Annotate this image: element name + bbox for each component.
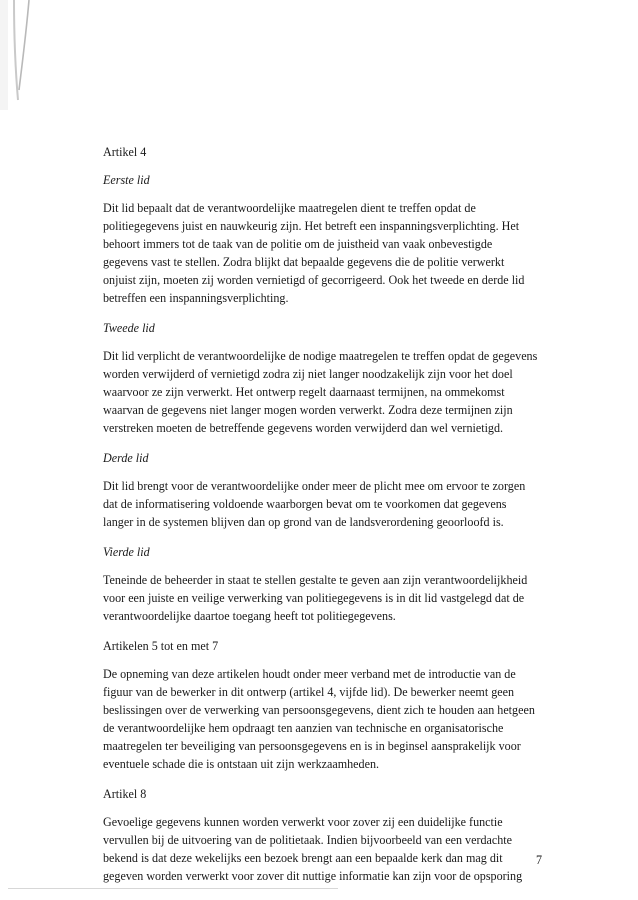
section-paragraph — [103, 347, 573, 437]
section-subheading: Derde lid — [103, 451, 149, 465]
section-subheading: Vierde lid — [103, 545, 150, 559]
text-line: figuur van de bewerker in dit ontwerp (artikel 4, vijfde lid). De bewerker neemt geen — [103, 685, 515, 699]
scan-edge-mark — [0, 0, 40, 110]
text-line: Dit lid bepaalt dat de verantwoordelijke maatregelen dient te treffen opdat de — [103, 201, 476, 215]
text-line: waarvan de gegevens niet langer mogen worden verwerkt. Zodra deze termijnen zijn — [103, 403, 513, 417]
text-line: gegeven worden verwerkt voor zover dit nuttige informatie kan zijn voor de opsporing — [103, 869, 523, 883]
text-line: de verantwoordelijke hem opdraagt ten aanzien van technische en organisatorische — [103, 721, 504, 735]
page-number: 7 — [536, 853, 543, 867]
text-line: gegevens vast te stellen. Zodra blijkt dat bepaalde gegevens die de politie verwerkt — [103, 255, 505, 269]
document-body — [103, 143, 573, 897]
text-line: verstreken moeten de betreffende gegevens worden verwijderd dan wel vernietigd. — [103, 421, 504, 435]
section-heading: Artikel 4 — [103, 145, 147, 159]
text-line: De opneming van deze artikelen houdt onder meer verband met de introductie van de — [103, 667, 516, 681]
text-line: eventuele schade die is ontstaan uit zijn werkzaamheden. — [103, 757, 380, 771]
text-line: dat de informatisering voldoende waarborgen bevat om te voorkomen dat gegevens — [103, 497, 507, 511]
text-line: Teneinde de beheerder in staat te stellen gestalte te geven aan zijn verantwoordelijkheid — [103, 573, 528, 587]
text-line: waarvoor ze zijn verwerkt. Het ontwerp regelt daarnaast termijnen, na ommekomst — [103, 385, 505, 399]
text-line: beslissingen over de verwerking van persoonsgegevens, dient zich te houden aan hetgeen — [103, 703, 535, 717]
section-heading: Artikelen 5 tot en met 7 — [103, 639, 219, 653]
text-line: politiegegevens juist en nauwkeurig zijn. Het betreft een inspanningsverplichting. Het — [103, 219, 520, 233]
text-line: Gevoelige gegevens kunnen worden verwerkt voor zover zij een duidelijke functie — [103, 815, 503, 829]
section-subheading: Tweede lid — [103, 321, 155, 335]
text-line: worden verwijderd of vernietigd zodra zij niet langer noodzakelijk zijn voor het doel — [103, 367, 513, 381]
text-line: bekend is dat deze wekelijks een bezoek brengt aan een bepaalde kerk dan mag dit — [103, 851, 503, 865]
text-line: Dit lid verplicht de verantwoordelijke de nodige maatregelen te treffen opdat de gegevens — [103, 349, 538, 363]
section-paragraph — [103, 199, 573, 307]
text-line: vervullen bij de uitvoering van de politietaak. Indien bijvoorbeeld van een verdachte — [103, 833, 513, 847]
text-line: betreffen een inspanningsverplichting. — [103, 291, 289, 305]
section-heading: Artikel 8 — [103, 787, 147, 801]
section-paragraph — [103, 571, 573, 625]
section-paragraph — [103, 665, 573, 773]
text-line: langer in de systemen blijven dan op grond van de landsverordening geoorloofd is. — [103, 515, 504, 529]
text-line: Dit lid brengt voor de verantwoordelijke onder meer de plicht mee om ervoor te zorgen — [103, 479, 526, 493]
section-subheading: Eerste lid — [103, 173, 150, 187]
section-paragraph — [103, 813, 573, 885]
scan-bottom-rule — [8, 888, 338, 889]
text-line: verantwoordelijke daartoe toegang heeft tot politiegegevens. — [103, 609, 396, 623]
text-line: behoort immers tot de taak van de politie om de juistheid van vaak onbevestigde — [103, 237, 493, 251]
text-line: maatregelen ter beveiliging van persoonsgegevens en is in beginsel aansprakelijk voor — [103, 739, 521, 753]
section-paragraph — [103, 477, 573, 531]
text-line: onjuist zijn, moeten zij worden vernietigd of gecorrigeerd. Ook het tweede en derde lid — [103, 273, 525, 287]
text-line: voor een juiste en veilige verwerking van politiegegevens is in dit lid vastgelegd dat de — [103, 591, 525, 605]
